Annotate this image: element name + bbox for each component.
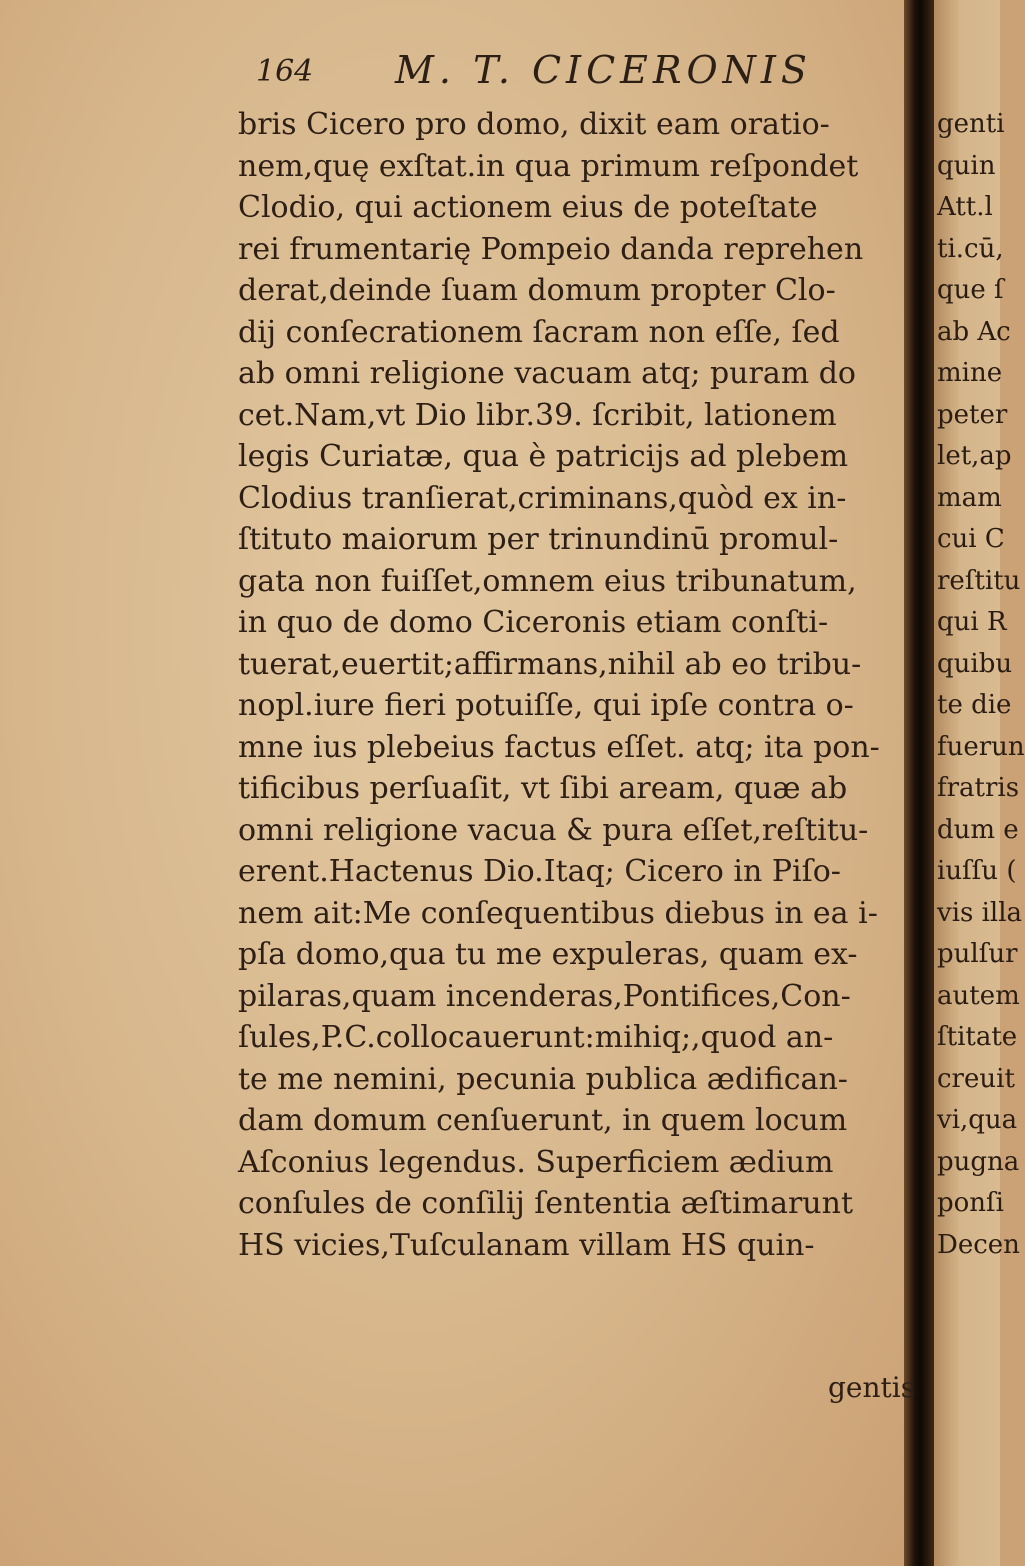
- facing-text-line: vi,qua: [937, 1105, 1018, 1135]
- text-line: ſules,P.C.collocauerunt:mihiq;,quod an-: [238, 1020, 834, 1055]
- text-line: dam domum cenſuerunt, in quem locum: [238, 1103, 848, 1138]
- facing-page: [934, 0, 1025, 1566]
- text-line: pſa domo,qua tu me expuleras, quam ex-: [238, 937, 858, 972]
- text-line: conſules de conſilij ſententia æſtimarunt: [238, 1186, 853, 1221]
- text-line: cet.Nam,vt Dio libr.39. ſcribit, lationem: [238, 397, 837, 433]
- facing-page-text: [934, 104, 1025, 1266]
- text-line: in quo de domo Ciceronis etiam conſti-: [238, 605, 829, 640]
- catchword: gentis: [828, 1371, 916, 1404]
- facing-text-line: qui R: [937, 607, 1007, 637]
- facing-text-line: Decen: [937, 1229, 1020, 1260]
- facing-text-line: creuit: [937, 1063, 1015, 1094]
- facing-text-line: mam: [937, 482, 1002, 513]
- facing-text-line: pugna: [937, 1146, 1020, 1177]
- text-line: ab omni religione vacuam atq; puram do: [238, 356, 856, 391]
- facing-text-line: ti.cū,: [937, 233, 1004, 264]
- text-line: omni religione vacua & pura eſſet,reſtitu-: [238, 812, 869, 848]
- running-title: M. T. CICERONIS: [395, 48, 812, 92]
- facing-text-line: fratris: [937, 773, 1020, 803]
- main-text-block: [238, 104, 910, 1266]
- text-line: tificibus perſuaſit, vt ſibi aream, quæ ab: [238, 771, 848, 806]
- text-line: legis Curiatæ, qua è patricijs ad plebem: [238, 439, 849, 474]
- facing-text-line: que ſ: [937, 275, 1004, 305]
- text-line: derat,deinde ſuam domum propter Clo-: [238, 273, 836, 308]
- text-line: Aſconius legendus. Superficiem ædium: [238, 1144, 834, 1180]
- text-line: bris Cicero pro domo, dixit eam oratio-: [238, 107, 830, 142]
- facing-text-line: te die: [937, 690, 1012, 720]
- text-line: Clodius tranſierat,criminans,quòd ex in-: [238, 480, 847, 516]
- text-line: te me nemini, pecunia publica ædifican-: [238, 1061, 848, 1097]
- text-line: ſtituto maiorum per trinundinū promul-: [238, 522, 839, 557]
- text-line: HS vicies,Tuſculanam villam HS quin-: [238, 1227, 815, 1263]
- text-line: mne ius plebeius factus eſſet. atq; ita pon-: [238, 729, 880, 765]
- text-line: gata non fuiſſet,omnem eius tribunatum,: [238, 563, 857, 599]
- text-line: tuerat,euertit;affirmans,nihil ab eo tribu-: [238, 646, 862, 682]
- facing-text-line: quin: [937, 150, 996, 181]
- facing-text-line: Att.l: [937, 192, 993, 222]
- text-line: nem,quę exſtat.in qua primum reſpondet: [238, 148, 859, 184]
- facing-text-line: cui C: [937, 524, 1005, 554]
- facing-text-line: quibu: [937, 648, 1013, 679]
- facing-text-line: pulſur: [937, 939, 1018, 969]
- facing-text-line: reſtitu: [937, 565, 1021, 596]
- running-head: [250, 44, 890, 104]
- facing-text-line: dum e: [937, 814, 1019, 845]
- text-line: Clodio, qui actionem eius de poteſtate: [238, 190, 818, 225]
- facing-text-line: mine: [937, 358, 1003, 388]
- facing-text-line: ponſi: [937, 1188, 1004, 1218]
- text-line: nopl.iure fieri potuiſſe, qui ipſe contra o-: [238, 688, 854, 723]
- facing-text-line: fuerun: [937, 731, 1025, 762]
- facing-text-line: ab Ac: [937, 316, 1011, 347]
- text-line: nem ait:Me conſequentibus diebus in ea i-: [238, 895, 878, 931]
- text-line: rei frumentarię Pompeio danda reprehen: [238, 231, 864, 267]
- facing-text-line: genti: [937, 109, 1005, 139]
- facing-text-line: vis illa: [937, 897, 1023, 928]
- text-line: dij conſecrationem ſacram non eſſe, ſed: [238, 314, 840, 350]
- text-line: pilaras,quam incenderas,Pontifices,Con-: [238, 978, 851, 1014]
- text-line: erent.Hactenus Dio.Itaq; Cicero in Piſo-: [238, 854, 841, 889]
- facing-text-line: iuſſu (: [937, 856, 1017, 886]
- facing-text-line: ſtitate: [937, 1022, 1018, 1052]
- page-number: 164: [256, 54, 314, 89]
- facing-text-line: let,ap: [937, 441, 1012, 471]
- facing-text-line: autem: [937, 980, 1020, 1011]
- facing-text-line: peter: [937, 399, 1008, 430]
